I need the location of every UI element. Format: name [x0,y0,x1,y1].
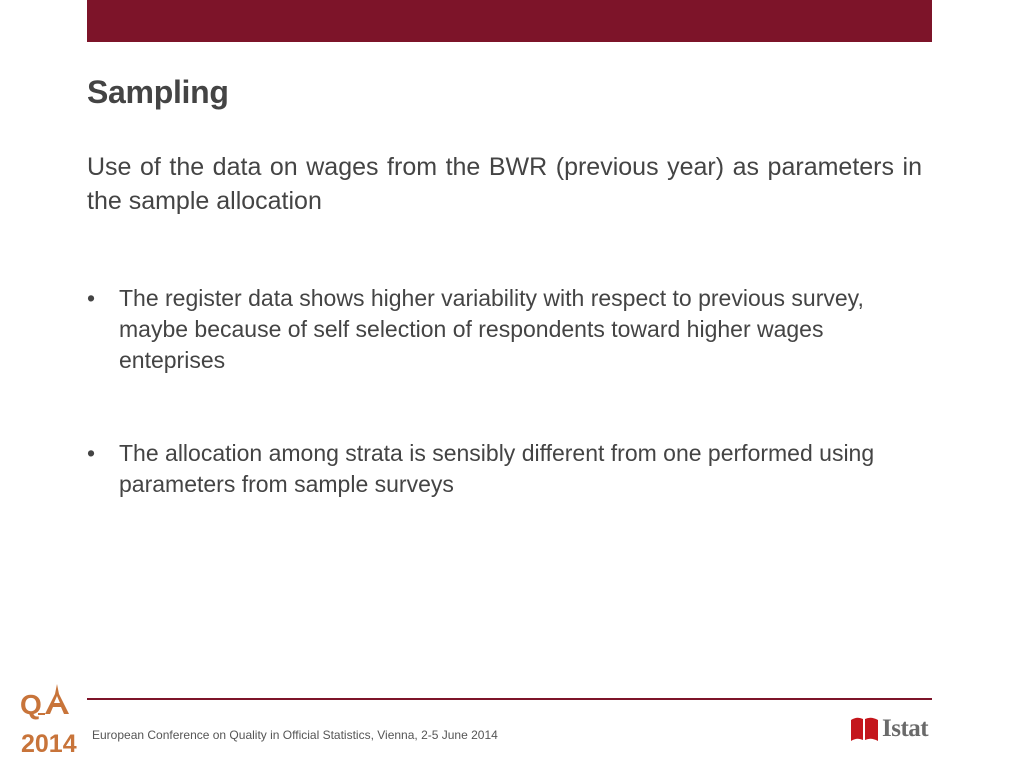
footer-text: European Conference on Quality in Official Statistics, Vienna, 2-5 June 2014 [92,728,498,742]
slide-title: Sampling [87,74,229,110]
istat-logo [848,714,934,746]
qa-2014-logo [18,680,78,756]
qa-logo-year: 2014 [21,730,77,756]
bullet-marker: • [87,440,96,466]
bullet-marker: • [87,285,96,311]
footer-rule [87,698,932,700]
bullet-item [87,438,927,500]
bullet-list [87,283,927,500]
qa-logo-a-spire [45,684,69,714]
bullet-text: The register data shows higher variability with respect to previous survey, maybe because of self selection of respondents toward higher wages enteprises [119,285,864,373]
istat-flag-icon [848,714,882,744]
header-band [87,0,932,42]
bullet-item [87,283,927,376]
qa-logo-q: Q [20,689,42,720]
bullet-text: The allocation among strata is sensibly different from one performed using parameters from sample surveys [119,440,875,497]
lead-paragraph: Use of the data on wages from the BWR (previous year) as parameters in the sample allocation [87,153,922,215]
istat-wordmark: Istat [882,715,929,742]
